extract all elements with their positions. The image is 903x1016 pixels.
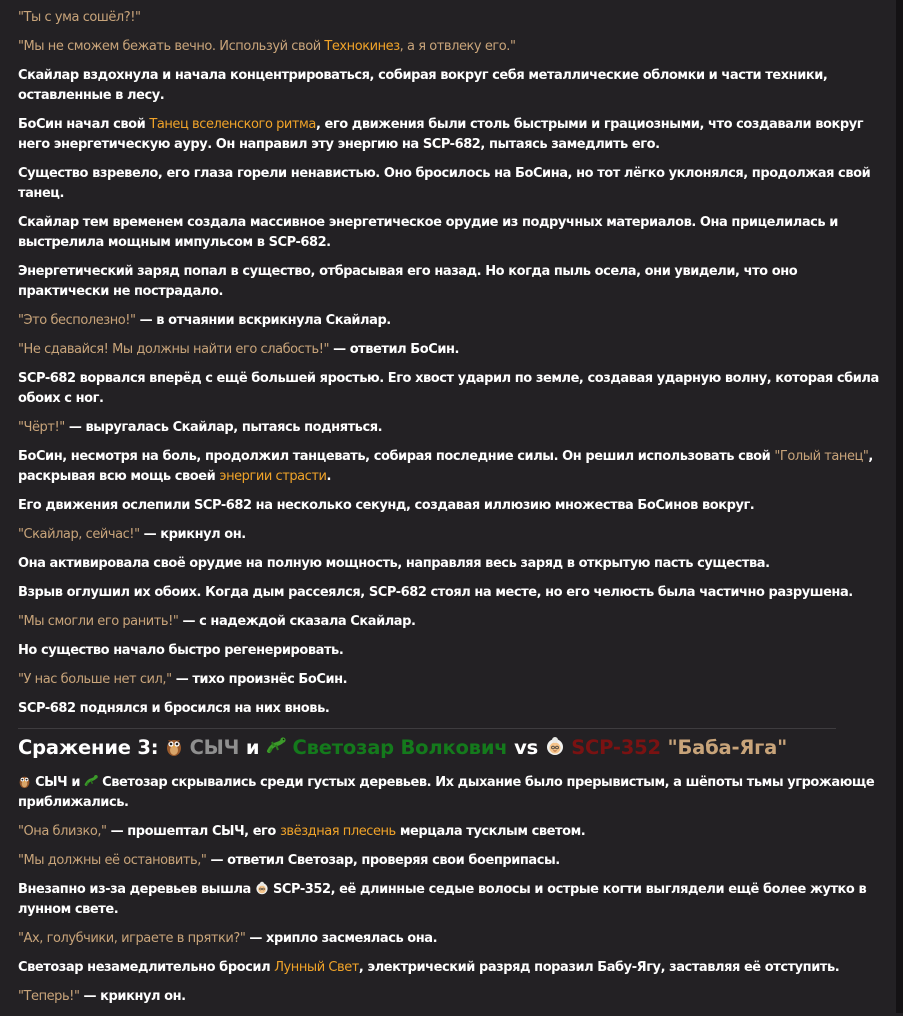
- narration: — прошептал СЫЧ, его: [106, 824, 280, 839]
- dialogue-quote: "Не сдавайся! Мы должны найти его слабость!": [18, 342, 329, 357]
- paragraph: [18, 311, 880, 331]
- dialogue-quote: "Ах, голубчики, играете в прятки?": [18, 931, 246, 946]
- hero-name: Светозар Волкович: [292, 736, 508, 759]
- paragraph: Скайлар тем временем создала массивное энергетическое орудие из подручных материалов. Она прицелилась и выстрелила мощным импульсом в SCP-682.: [18, 215, 838, 250]
- ability-highlight: Танец вселенского ритма: [149, 117, 316, 132]
- paragraph: [18, 115, 880, 155]
- narration: — тихо произнёс БоСин.: [171, 672, 348, 687]
- paragraph: [18, 773, 880, 813]
- narration: SCP-352, её длинные седые волосы и острые когти выглядели ещё более жутко в лунном свете.: [18, 882, 867, 917]
- paragraph: [18, 418, 880, 438]
- dialogue-quote: "Теперь!": [18, 989, 80, 1004]
- paragraph: [18, 880, 880, 920]
- paragraph: [18, 822, 880, 842]
- narration: — хрипло засмеялась она.: [245, 931, 438, 946]
- battle-heading: [18, 735, 880, 761]
- paragraph: [18, 8, 880, 28]
- scp-id: SCP-352: [571, 736, 661, 759]
- narration: СЫЧ и: [31, 775, 85, 790]
- vs-word: vs: [507, 736, 545, 759]
- narration: — крикнул он.: [139, 527, 246, 542]
- narration: БоСин начал свой: [18, 117, 150, 132]
- ability-quote: "Голый танец": [774, 449, 869, 464]
- narration: — выругалась Скайлар, пытаясь подняться.: [64, 420, 383, 435]
- dialogue-quote: "Мы не сможем бежать вечно. Используй свой: [18, 39, 325, 54]
- owl-icon: [165, 736, 183, 756]
- section-divider: [18, 728, 836, 729]
- scp-alias: "Баба-Яга": [667, 736, 788, 759]
- narration: — ответил Светозар, проверяя свои боеприпасы.: [206, 853, 560, 868]
- paragraph: Но существо начало быстро регенерировать.: [18, 643, 344, 658]
- narration: .: [326, 469, 331, 484]
- lizard-icon: [266, 736, 286, 756]
- paragraph: Его движения ослепили SCP-682 на несколько секунд, создавая иллюзию множества БоСинов вокруг.: [18, 498, 755, 513]
- narration: Светозар скрывались среди густых деревьев. Их дыхание было прерывистым, а шёпоты тьмы угрожающе приближались.: [18, 775, 875, 810]
- ability-highlight: Лунный Свет: [274, 960, 359, 975]
- paragraph: SCP-682 поднялся и бросился на них вновь.: [18, 701, 330, 716]
- paragraph: Взрыв оглушил их обоих. Когда дым рассеялся, SCP-682 стоял на месте, но его челюсть была частично разрушена.: [18, 585, 853, 600]
- paragraph: [18, 612, 880, 632]
- dialogue-quote: "Это бесполезно!": [18, 313, 136, 328]
- dialogue-quote: "Скайлар, сейчас!": [18, 527, 140, 542]
- story-content: [18, 8, 880, 1016]
- paragraph: [18, 958, 880, 978]
- lizard-icon: [84, 774, 98, 788]
- narration: , электрический разряд поразил Бабу-Ягу, заставляя её отступить.: [358, 960, 840, 975]
- narration: — ответил БоСин.: [329, 342, 460, 357]
- paragraph: Скайлар вздохнула и начала концентрироваться, собирая вокруг себя металлические обломки и части техники, оставленные в лесу.: [18, 68, 828, 103]
- narration: Светозар незамедлительно бросил: [18, 960, 275, 975]
- paragraph: [18, 929, 880, 949]
- narration: Внезапно из-за деревьев вышла: [18, 882, 255, 897]
- narration: , раскрывая всю мощь своей: [18, 449, 873, 484]
- paragraph: [18, 37, 880, 57]
- dialogue-quote: "Мы смогли его ранить!": [18, 614, 179, 629]
- narration: , его движения были столь быстрыми и грациозными, что создавали вокруг него энергетическую ауру. Он направил эту энергию на SCP-682, пытаясь замедлить его.: [18, 117, 864, 152]
- paragraph: [18, 447, 880, 487]
- paragraph: [18, 340, 880, 360]
- and-word: и: [239, 736, 266, 759]
- ability-highlight: звёздная плесень: [279, 824, 396, 839]
- grandma-icon: [545, 736, 565, 756]
- paragraph: Существо взревело, его глаза горели ненавистью. Оно бросилось на БоСина, но тот лёгко уклонялся, продолжая свой танец.: [18, 166, 871, 201]
- ability-highlight: Технокинез: [324, 39, 400, 54]
- paragraph: [18, 525, 880, 545]
- narration: — крикнул он.: [79, 989, 186, 1004]
- paragraph: Она активировала своё орудие на полную мощность, направляя весь заряд в открытую пасть существа.: [18, 556, 770, 571]
- dialogue-quote: "У нас больше нет сил,": [18, 672, 172, 687]
- dialogue-quote: "Чёрт!": [18, 420, 65, 435]
- dialogue-quote: "Мы должны её остановить,": [18, 853, 207, 868]
- owl-icon: [18, 774, 31, 788]
- narration: мерцала тусклым светом.: [395, 824, 586, 839]
- dialogue-quote: "Она близко,": [18, 824, 107, 839]
- dialogue-quote: "Ты с ума сошёл?!": [18, 10, 141, 25]
- paragraph: SCP-682 ворвался вперёд с ещё большей яростью. Его хвост ударил по земле, создавая ударную волну, которая сбила обоих с ног.: [18, 371, 879, 406]
- narration: — в отчаянии вскрикнула Скайлар.: [135, 313, 391, 328]
- battle-prefix: Сражение 3:: [18, 736, 165, 759]
- paragraph: [18, 851, 880, 871]
- ability-highlight: энергии страсти: [219, 469, 327, 484]
- paragraph: Энергетический заряд попал в существо, отбрасывая его назад. Но когда пыль осела, они увидели, что оно практически не пострадало.: [18, 264, 798, 299]
- owl-name: СЫЧ: [189, 736, 240, 759]
- narration: — с надеждой сказала Скайлар.: [178, 614, 416, 629]
- narration: БоСин, несмотря на боль, продолжил танцевать, собирая последние силы. Он решил использовать свой: [18, 449, 775, 464]
- scrollbar[interactable]: [896, 0, 903, 1013]
- paragraph: [18, 987, 880, 1007]
- grandma-icon: [255, 881, 269, 895]
- dialogue-quote: , а я отвлеку его.": [399, 39, 516, 54]
- paragraph: [18, 670, 880, 690]
